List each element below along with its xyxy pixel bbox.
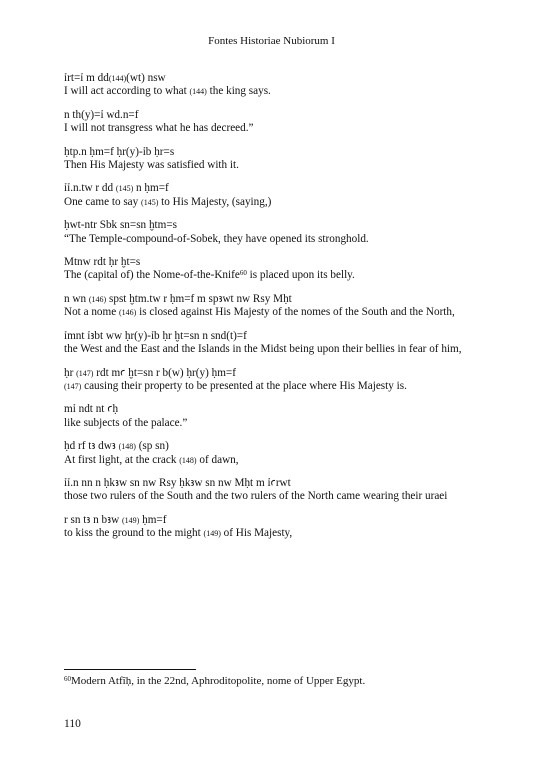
transliteration-text: ḥwt-ntr Sbk sn=sn ḫtm=s [64, 219, 178, 232]
text-entry [64, 330, 484, 357]
translation-line [64, 343, 484, 356]
text-entry [64, 477, 484, 504]
translation-line [64, 122, 484, 135]
translation-text: One came to say [64, 195, 142, 208]
text-entry [64, 219, 484, 246]
running-header: Fontes Historiae Nubiorum I [208, 35, 335, 47]
text-entry [64, 256, 484, 283]
footnote-marker: 60 [64, 675, 71, 683]
translation-line [64, 306, 484, 319]
translation-text: is placed upon its belly. [246, 269, 355, 282]
translation-text: those two rulers of the South and the two rulers of the North came wearing their uraei [64, 490, 448, 503]
text-body [64, 72, 484, 551]
text-entry [64, 403, 484, 430]
transliteration-line [64, 514, 484, 527]
text-entry [64, 109, 484, 136]
transliteration-text: r sn tꜣ n bꜣw [64, 513, 122, 526]
translation-line [64, 527, 484, 540]
text-entry [64, 72, 484, 99]
transliteration-text: (wt) nsw [126, 72, 166, 84]
transliteration-line [64, 109, 484, 122]
line-reference: (147) [64, 381, 82, 391]
line-reference: (145) [115, 184, 134, 194]
line-reference: (148) [118, 442, 136, 452]
translation-text: Then His Majesty was satisfied with it. [64, 159, 239, 172]
line-reference: (148) [179, 455, 197, 465]
transliteration-line [64, 403, 484, 416]
translation-text: of His Majesty, [220, 527, 293, 540]
translation-line [64, 490, 484, 503]
translation-line [64, 85, 484, 98]
line-reference: (149) [203, 529, 221, 539]
text-entry [64, 293, 484, 320]
text-entry [64, 367, 484, 394]
transliteration-line [64, 146, 484, 159]
transliteration-line [64, 330, 484, 343]
line-reference: (144) [189, 87, 207, 97]
translation-line [64, 269, 484, 282]
transliteration-text: n wn [64, 292, 89, 305]
translation-line [64, 454, 484, 467]
transliteration-text: ḥm=f [139, 513, 167, 526]
line-reference: (147) [76, 368, 94, 378]
text-entry [64, 514, 484, 541]
translation-line [64, 196, 484, 209]
translation-line [64, 159, 484, 172]
transliteration-line [64, 440, 484, 453]
translation-text: to His Majesty, (saying,) [158, 195, 272, 208]
transliteration-text: ḥtp.n ḥm=f ḥr(y)-ỉb ḥr=s [64, 145, 175, 158]
transliteration-line [64, 293, 484, 306]
transliteration-line [64, 477, 484, 490]
transliteration-text: Mtnw rdt ḥr ḫt=s [64, 256, 141, 269]
line-reference: (146) [119, 308, 137, 318]
footnote-rule [64, 669, 196, 670]
transliteration-text: ỉmnt ỉꜣbt ww ḥr(y)-ỉb ḥr ḫt=sn n snd(t)=f [64, 329, 247, 342]
translation-text: The (capital of) the Nome-of-the-Knife [64, 269, 240, 282]
transliteration-text: spst ḫtm.tw r ḥm=f m spꜣwt nw Rsy Mḥt [106, 292, 292, 305]
footnote [64, 675, 365, 688]
translation-text: is closed against His Majesty of the nomes of the South and the North, [136, 306, 455, 319]
transliteration-text: ḥd rf tꜣ dwꜣ [64, 440, 119, 453]
transliteration-text: ḥr [64, 366, 77, 379]
translation-text: causing their property to be presented at the place where His Majesty is. [81, 379, 407, 392]
transliteration-line [64, 367, 484, 380]
translation-text: Not a nome [64, 306, 119, 319]
translation-text: the West and the East and the Islands in the Midst being upon their bellies in fear of him, [64, 343, 462, 356]
translation-line [64, 417, 484, 430]
text-entry [64, 440, 484, 467]
translation-text: of dawn, [196, 453, 239, 466]
transliteration-line [64, 72, 484, 85]
transliteration-text: mỉ ndt nt ꜥḥ [64, 403, 119, 416]
transliteration-text: rdt mꜥ ḫt=sn r b(w) ḥr(y) ḥm=f [93, 366, 236, 379]
translation-text: I will not transgress what he has decreed.” [64, 122, 254, 135]
transliteration-line [64, 219, 484, 232]
transliteration-text: n ḥm=f [133, 182, 169, 195]
translation-text: like subjects of the palace.” [64, 416, 188, 429]
transliteration-text: n th(y)=ỉ wd.n=f [64, 108, 139, 121]
transliteration-text: ỉỉ.n nn n ḥkꜣw sn nw Rsy ḥkꜣw sn nw Mḥt m ỉꜥrwt [64, 476, 291, 489]
line-reference: (146) [88, 294, 107, 304]
text-entry [64, 146, 484, 173]
line-reference: (149) [122, 515, 140, 525]
transliteration-line [64, 256, 484, 269]
translation-text: I will act according to what [64, 85, 190, 98]
transliteration-text: ỉrt=ỉ m dd [64, 72, 109, 84]
line-reference: (144) [108, 74, 127, 83]
transliteration-line [64, 182, 484, 195]
translation-text: “The Temple-compound-of-Sobek, they have opened its stronghold. [64, 232, 369, 245]
translation-text: the king says. [206, 85, 271, 98]
translation-line [64, 380, 484, 393]
translation-text: At first light, at the crack [64, 453, 180, 466]
line-reference: (145) [141, 197, 159, 207]
footnote-text: Modern Atfîḥ, in the 22nd, Aphroditopolite, nome of Upper Egypt. [71, 675, 366, 687]
transliteration-text: (sp sn) [135, 440, 169, 453]
transliteration-text: ỉỉ.n.tw r dd [64, 182, 116, 195]
text-entry [64, 182, 484, 209]
page-number: 110 [64, 718, 81, 730]
translation-line [64, 233, 484, 246]
footnote-ref: 60 [239, 269, 247, 278]
translation-text: to kiss the ground to the might [64, 527, 204, 540]
